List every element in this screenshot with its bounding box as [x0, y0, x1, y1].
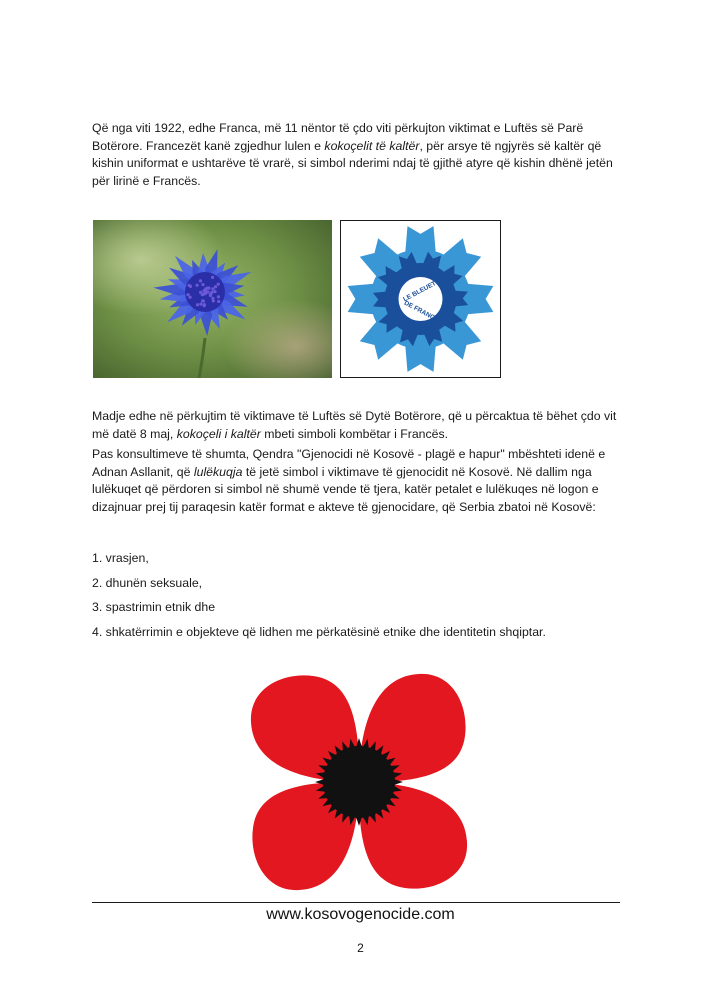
cornflower-photo-image — [93, 220, 332, 378]
emphasis-text: kokoçeli i kaltër — [176, 426, 261, 441]
emphasis-text: kokoçelit të kaltër — [324, 138, 420, 153]
paragraph-text: Pas konsultimeve të shumta, Qendra "Gjenocidi në Kosovë - plagë e hapur" mbështeti idenë e Adnan Asllanit, që — [92, 447, 606, 479]
paragraph-kosovo-poppy — [92, 446, 630, 516]
page-number: 2 — [357, 941, 364, 955]
emphasis-text: lulëkuqja — [193, 464, 243, 479]
poppy-icon — [243, 666, 475, 898]
list-item: 4. shkatërrimin e objekteve që lidhen me përkatësinë etnike dhe identitetin shqiptar. — [92, 625, 546, 639]
list-item: 2. dhunën seksuale, — [92, 576, 203, 590]
logo-text-bottom: DE FRANCE — [402, 299, 440, 324]
footer-divider — [92, 902, 620, 903]
paragraph-text: Që nga viti 1922, edhe Franca, më 11 nëntor të çdo viti përkujton viktimat e Luftës së Parë Botërore. Francezët kanë zgjedhur lulen e — [92, 121, 584, 153]
poppy-logo — [243, 666, 475, 898]
paragraph-france-ww1 — [92, 120, 630, 190]
paragraph-text: , për arsye të ngjyrës së kaltër që kishin uniformat e ushtarëve të vrarë, si simbol nderimi ndaj të gjithë atyre që kishin dhënë jetën për lirinë e Francës. — [92, 138, 613, 188]
footer-website: www.kosovogenocide.com — [266, 906, 455, 923]
logo-text-top: LE BLEUET — [402, 280, 438, 304]
paragraph-text: Madje edhe në përkujtim të viktimave të Luftës së Dytë Botërore, që u përcaktua të bëhet çdo vit më datë 8 maj, — [92, 409, 617, 441]
list-item: 3. spastrimin etnik dhe — [92, 600, 216, 614]
cornflower-logo-icon — [341, 221, 500, 377]
list-item: 1. vrasjen, — [92, 551, 149, 565]
bleuet-de-france-logo — [340, 220, 501, 378]
cornflower-photo — [93, 220, 332, 378]
paragraph-text: të jetë simbol i viktimave të gjenocidit në Kosovë. Në dallim nga lulëkuqet që përdoren si simbol në shumë vende të tjera, katër petalet e lulëkuqes në logon e dizajnuar prej tij paraqesin katër format e akteve të gjenocidare, që Serbia zbatoi në Kosovë: — [92, 464, 599, 514]
paragraph-text: mbeti simboli kombëtar i Francës. — [260, 426, 449, 441]
paragraph-france-ww2 — [92, 408, 630, 443]
